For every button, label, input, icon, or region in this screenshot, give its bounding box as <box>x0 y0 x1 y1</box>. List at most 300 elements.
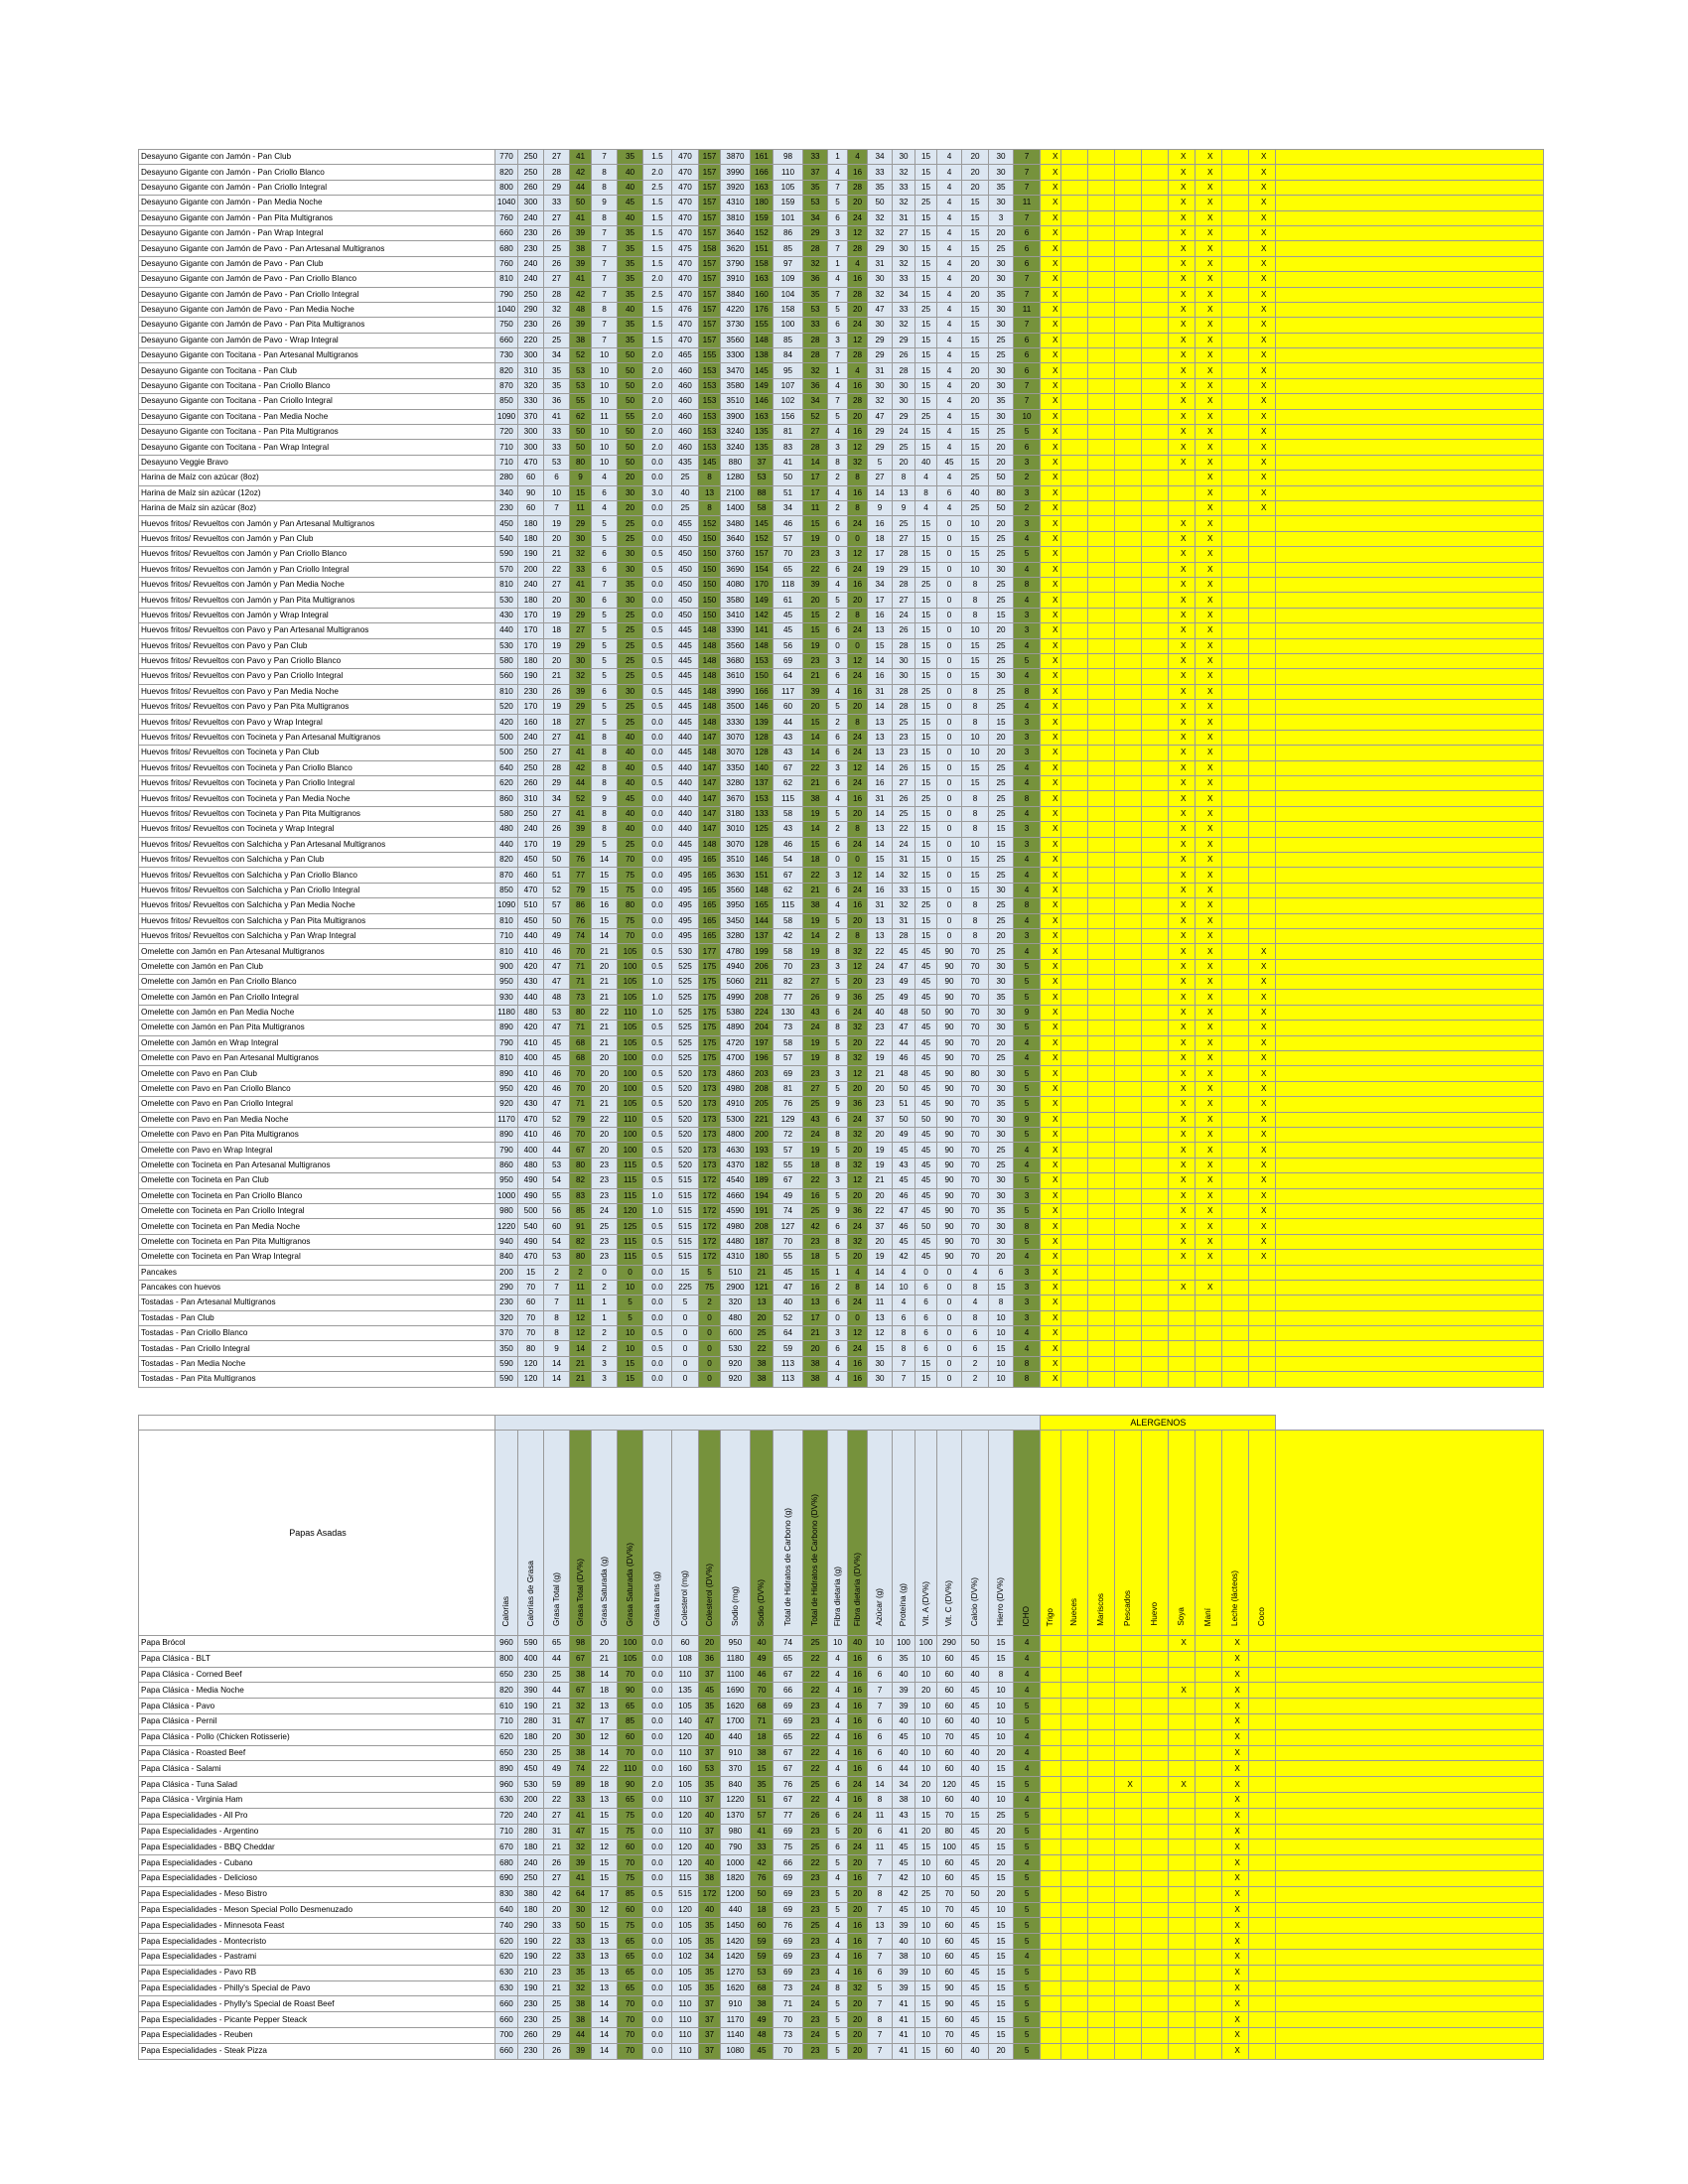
allergen-mark <box>1061 1081 1088 1096</box>
allergen-mark: X <box>1196 913 1222 928</box>
nutrient-value: 47 <box>544 1097 570 1112</box>
table-row <box>139 791 1544 806</box>
allergen-mark <box>1222 1173 1249 1188</box>
nutrient-value: 25 <box>915 898 937 913</box>
nutrient-value: 8 <box>848 715 868 730</box>
allergen-mark: X <box>1222 1761 1249 1777</box>
nutrient-value: 950 <box>495 1173 518 1188</box>
allergen-mark <box>1196 1918 1222 1934</box>
allergen-mark: X <box>1169 760 1196 775</box>
allergen-mark <box>1276 760 1544 775</box>
nutrient-value: 310 <box>518 791 544 806</box>
nutrient-value: 3870 <box>721 150 751 165</box>
allergen-mark <box>1222 638 1249 653</box>
nutrient-value: 14 <box>544 1356 570 1371</box>
allergen-mark <box>1088 883 1115 897</box>
allergen-mark <box>1115 1112 1142 1127</box>
allergen-mark <box>1115 1980 1142 1996</box>
nutrient-value: 30 <box>989 1066 1014 1081</box>
nutrient-value: 5 <box>828 593 848 608</box>
nutrient-value: 35 <box>989 1203 1014 1218</box>
allergen-mark: X <box>1196 455 1222 470</box>
allergen-mark <box>1061 746 1088 760</box>
nutrient-value: 85 <box>570 1203 592 1218</box>
allergen-mark <box>1142 225 1169 240</box>
nutrient-value: 5 <box>1014 1081 1041 1096</box>
allergen-mark <box>1115 746 1142 760</box>
allergen-mark: X <box>1196 1005 1222 1020</box>
allergen-mark: X <box>1196 1188 1222 1203</box>
item-name: Desayuno Gigante con Jamón de Pavo - Pan Pita Multigranos <box>139 318 495 333</box>
allergen-mark <box>1249 791 1276 806</box>
nutrient-value: 20 <box>868 1128 893 1143</box>
nutrient-value: 3.0 <box>643 485 672 500</box>
nutrient-value: 640 <box>495 760 518 775</box>
nutrient-value: 0.0 <box>643 1280 672 1295</box>
nutrient-value: 26 <box>893 623 915 638</box>
allergen-mark <box>1142 868 1169 883</box>
nutrient-value: 5 <box>592 669 618 684</box>
nutrient-value: 25 <box>915 409 937 424</box>
nutrient-value: 60 <box>774 700 803 715</box>
allergen-mark <box>1088 1667 1115 1683</box>
allergen-mark <box>1196 1699 1222 1714</box>
nutrient-value: 20 <box>962 180 989 195</box>
nutrient-value: 4 <box>828 378 848 393</box>
nutrient-value: 16 <box>868 883 893 897</box>
nutrient-value: 34 <box>868 577 893 592</box>
allergen-mark: X <box>1222 2043 1249 2059</box>
table-row <box>139 2043 1544 2059</box>
allergen-mark <box>1115 1310 1142 1325</box>
allergen-mark <box>1222 1356 1249 1371</box>
allergen-mark <box>1196 1840 1222 1855</box>
allergen-mark: X <box>1249 1188 1276 1203</box>
allergen-mark <box>1249 1699 1276 1714</box>
allergen-mark <box>1041 1636 1061 1652</box>
nutrient-value: 41 <box>893 2043 915 2059</box>
nutrient-value: 1.0 <box>643 990 672 1005</box>
nutrient-value: 500 <box>495 746 518 760</box>
allergen-mark <box>1169 1855 1196 1871</box>
nutrient-value: 22 <box>868 1203 893 1218</box>
nutrient-value: 5 <box>828 1996 848 2012</box>
allergen-mark <box>1249 1761 1276 1777</box>
allergen-mark: X <box>1196 241 1222 256</box>
nutrient-value: 980 <box>721 1824 751 1840</box>
nutrient-value: 20 <box>848 1855 868 1871</box>
nutrient-value: 320 <box>721 1296 751 1310</box>
allergen-mark <box>1276 210 1544 225</box>
nutrient-value: 58 <box>774 1035 803 1050</box>
allergen-spacer <box>1276 1761 1544 1777</box>
nutrient-value: 25 <box>989 638 1014 653</box>
column-header <box>937 1431 962 1636</box>
nutrient-value: 22 <box>893 822 915 837</box>
nutrient-value: 3690 <box>721 562 751 577</box>
column-header <box>915 1431 937 1636</box>
nutrient-value: 20 <box>544 531 570 546</box>
nutrient-value: 129 <box>774 1112 803 1127</box>
allergen-mark <box>1142 150 1169 165</box>
nutrient-value: 74 <box>570 1761 592 1777</box>
allergen-mark: X <box>1041 1356 1061 1371</box>
nutrient-value: 28 <box>803 333 828 347</box>
nutrient-value: 81 <box>774 425 803 440</box>
allergen-mark: X <box>1041 1234 1061 1249</box>
allergen-mark <box>1088 1792 1115 1808</box>
nutrient-value: 15 <box>915 2012 937 2028</box>
nutrient-value: 41 <box>570 730 592 745</box>
nutrient-value: 60 <box>618 1840 643 1855</box>
nutrient-value: 73 <box>570 990 592 1005</box>
allergen-mark <box>1115 1667 1142 1683</box>
nutrient-value: 53 <box>570 363 592 378</box>
allergen-mark <box>1061 455 1088 470</box>
nutrient-value: 5 <box>828 302 848 317</box>
allergen-mark <box>1061 760 1088 775</box>
nutrient-value: 84 <box>774 348 803 363</box>
allergen-mark <box>1088 1066 1115 1081</box>
nutrient-value: 25 <box>989 684 1014 699</box>
nutrient-value: 120 <box>518 1356 544 1371</box>
nutrient-value: 39 <box>570 318 592 333</box>
nutrient-value: 34 <box>774 500 803 515</box>
nutrient-value: 180 <box>518 593 544 608</box>
allergen-mark: X <box>1196 272 1222 287</box>
nutrient-value: 4 <box>828 898 848 913</box>
allergen-mark <box>1061 318 1088 333</box>
nutrient-value: 41 <box>893 2027 915 2043</box>
allergen-mark <box>1249 547 1276 562</box>
nutrient-value: 17 <box>803 471 828 485</box>
nutrient-value: 109 <box>774 272 803 287</box>
nutrient-value: 118 <box>774 577 803 592</box>
nutrient-value: 43 <box>803 1112 828 1127</box>
nutrient-value: 6 <box>544 471 570 485</box>
allergen-spacer <box>1276 1792 1544 1808</box>
nutrient-value: 2.0 <box>643 394 672 409</box>
nutrient-value: 10 <box>915 1870 937 1886</box>
nutrient-value: 47 <box>699 1713 721 1729</box>
nutrient-value: 4 <box>848 150 868 165</box>
nutrient-value: 3 <box>828 440 848 455</box>
item-name: Huevos fritos/ Revueltos con Pavo y Pan Artesanal Multigranos <box>139 623 495 638</box>
allergen-mark <box>1196 1651 1222 1667</box>
table-row <box>139 1188 1544 1203</box>
column-header-label: Calorías de Grasa <box>525 1560 535 1626</box>
nutrient-value: 54 <box>544 1234 570 1249</box>
allergen-mark: X <box>1169 791 1196 806</box>
column-header-label: Sodio (DV%) <box>757 1578 766 1626</box>
allergen-mark: X <box>1249 990 1276 1005</box>
nutrient-value: 5060 <box>721 975 751 990</box>
nutrient-value: 5 <box>1014 1965 1041 1980</box>
allergen-mark <box>1142 1326 1169 1341</box>
nutrient-value: 191 <box>751 1203 774 1218</box>
nutrient-value: 525 <box>672 975 699 990</box>
nutrient-value: 40 <box>962 2043 989 2059</box>
nutrient-value: 204 <box>751 1021 774 1035</box>
item-name: Huevos fritos/ Revueltos con Pavo y Pan Club <box>139 638 495 653</box>
allergen-mark <box>1088 1112 1115 1127</box>
nutrient-value: 147 <box>699 730 721 745</box>
allergen-mark <box>1061 485 1088 500</box>
nutrient-value: 5 <box>1014 1021 1041 1035</box>
nutrient-value: 15 <box>915 868 937 883</box>
nutrient-value: 18 <box>803 852 828 867</box>
nutrient-value: 40 <box>618 822 643 837</box>
nutrient-value: 56 <box>544 1203 570 1218</box>
nutrient-value: 90 <box>937 1188 962 1203</box>
nutrient-value: 50 <box>618 425 643 440</box>
table-row <box>139 1112 1544 1127</box>
nutrient-value: 177 <box>699 944 721 959</box>
nutrient-value: 1170 <box>495 1112 518 1127</box>
nutrient-value: 0 <box>937 868 962 883</box>
nutrient-value: 15 <box>989 1996 1014 2012</box>
nutrient-value: 280 <box>518 1713 544 1729</box>
allergen-mark: X <box>1169 700 1196 715</box>
nutrient-value: 31 <box>868 363 893 378</box>
nutrient-value: 33 <box>570 1949 592 1965</box>
nutrient-value: 110 <box>672 1667 699 1683</box>
item-name: Papa Especialidades - Reuben <box>139 2027 495 2043</box>
nutrient-value: 50 <box>570 425 592 440</box>
table-row <box>139 1683 1544 1699</box>
nutrient-value: 158 <box>699 241 721 256</box>
nutrient-value: 22 <box>803 1729 828 1745</box>
allergen-mark <box>1088 898 1115 913</box>
allergen-spacer <box>1276 1651 1544 1667</box>
nutrient-value: 0.0 <box>643 1949 672 1965</box>
allergen-mark <box>1088 913 1115 928</box>
nutrient-value: 33 <box>893 180 915 195</box>
allergen-mark <box>1088 1097 1115 1112</box>
nutrient-value: 5 <box>828 2043 848 2059</box>
allergen-mark <box>1061 302 1088 317</box>
allergen-mark <box>1142 1636 1169 1652</box>
nutrient-value: 100 <box>618 1636 643 1652</box>
nutrient-value: 15 <box>915 562 937 577</box>
allergen-mark <box>1088 256 1115 271</box>
nutrient-value: 10 <box>989 1356 1014 1371</box>
allergen-mark <box>1115 760 1142 775</box>
nutrient-value: 38 <box>570 1745 592 1761</box>
nutrient-value: 760 <box>495 210 518 225</box>
allergen-mark: X <box>1222 1683 1249 1699</box>
allergen-mark <box>1142 1729 1169 1745</box>
nutrient-value: 13 <box>868 913 893 928</box>
allergen-mark <box>1249 531 1276 546</box>
nutrient-value: 6 <box>828 1840 848 1855</box>
nutrient-value: 16 <box>848 485 868 500</box>
nutrient-value: 52 <box>570 791 592 806</box>
nutrient-value: 0 <box>848 852 868 867</box>
allergen-mark <box>1142 1761 1169 1777</box>
allergen-mark: X <box>1169 730 1196 745</box>
allergen-mark <box>1276 868 1544 883</box>
nutrient-value: 22 <box>868 1035 893 1050</box>
nutrient-value: 20 <box>544 593 570 608</box>
nutrient-value: 146 <box>751 852 774 867</box>
allergen-mark: X <box>1196 684 1222 699</box>
nutrient-value: 15 <box>962 241 989 256</box>
allergen-mark: X <box>1196 1158 1222 1172</box>
nutrient-value: 15 <box>592 1824 618 1840</box>
nutrient-value: 50 <box>893 1112 915 1127</box>
allergen-mark <box>1041 1667 1061 1683</box>
nutrient-value: 25 <box>803 1777 828 1793</box>
nutrient-value: 1000 <box>721 1855 751 1871</box>
nutrient-value: 41 <box>570 746 592 760</box>
nutrient-value: 1700 <box>721 1713 751 1729</box>
nutrient-value: 15 <box>962 225 989 240</box>
nutrient-value: 25 <box>544 1996 570 2012</box>
nutrient-value: 0 <box>672 1372 699 1387</box>
allergen-mark: X <box>1196 928 1222 943</box>
nutrient-value: 410 <box>518 1035 544 1050</box>
allergen-mark: X <box>1169 425 1196 440</box>
nutrient-value: 25 <box>618 623 643 638</box>
allergen-mark <box>1061 1356 1088 1371</box>
nutrient-value: 22 <box>544 1934 570 1950</box>
allergen-mark <box>1088 1729 1115 1745</box>
allergen-mark: X <box>1169 333 1196 347</box>
allergen-mark: X <box>1249 180 1276 195</box>
nutrient-value: 12 <box>848 225 868 240</box>
nutrient-value: 38 <box>570 1996 592 2012</box>
nutrient-value: 460 <box>672 378 699 393</box>
allergen-spacer <box>1276 1729 1544 1745</box>
allergen-mark <box>1222 944 1249 959</box>
nutrient-value: 0.0 <box>643 1824 672 1840</box>
nutrient-value: 45 <box>915 975 937 990</box>
column-header-label: Hierro (DV%) <box>996 1577 1005 1626</box>
nutrient-value: 1.5 <box>643 210 672 225</box>
nutrient-value: 495 <box>672 913 699 928</box>
allergen-mark: X <box>1041 165 1061 180</box>
allergen-mark: X <box>1249 302 1276 317</box>
nutrient-value: 67 <box>774 1761 803 1777</box>
nutrient-value: 12 <box>848 547 868 562</box>
nutrient-value: 530 <box>672 944 699 959</box>
nutrient-value: 48 <box>751 2027 774 2043</box>
table-row <box>139 1021 1544 1035</box>
nutrient-value: 30 <box>989 150 1014 165</box>
nutrient-value: 15 <box>915 638 937 653</box>
nutrient-value: 22 <box>868 944 893 959</box>
allergen-mark <box>1088 1745 1115 1761</box>
column-header <box>868 1431 893 1636</box>
nutrient-value: 85 <box>618 1713 643 1729</box>
nutrient-value: 105 <box>672 1980 699 1996</box>
allergen-mark: X <box>1041 1143 1061 1158</box>
nutrient-value: 36 <box>699 1651 721 1667</box>
allergen-mark: X <box>1041 623 1061 638</box>
nutrient-value: 20 <box>544 1729 570 1745</box>
allergen-mark <box>1142 2043 1169 2059</box>
nutrient-value: 200 <box>518 1792 544 1808</box>
nutrient-value: 0.0 <box>643 2027 672 2043</box>
allergen-mark <box>1115 378 1142 393</box>
nutrient-value: 25 <box>618 531 643 546</box>
nutrient-value: 21 <box>570 1372 592 1387</box>
nutrient-value: 0.0 <box>643 1651 672 1667</box>
item-name: Pancakes con huevos <box>139 1280 495 1295</box>
allergen-mark <box>1142 730 1169 745</box>
item-name: Omelette con Tocineta en Pan Pita Multigranos <box>139 1234 495 1249</box>
nutrient-value: 160 <box>672 1761 699 1777</box>
nutrient-value: 7 <box>1014 210 1041 225</box>
nutrient-value: 18 <box>751 1902 774 1918</box>
nutrient-value: 8 <box>1014 1219 1041 1234</box>
nutrient-value: 0.0 <box>643 1683 672 1699</box>
nutrient-value: 115 <box>618 1188 643 1203</box>
nutrient-value: 16 <box>848 1761 868 1777</box>
nutrient-value: 13 <box>868 1310 893 1325</box>
allergen-mark <box>1088 1824 1115 1840</box>
allergen-mark <box>1142 287 1169 302</box>
allergen-mark: X <box>1169 898 1196 913</box>
nutrient-value: 15 <box>989 1840 1014 1855</box>
allergen-mark <box>1222 1203 1249 1218</box>
nutrient-value: 30 <box>868 318 893 333</box>
allergen-mark <box>1222 837 1249 852</box>
nutrient-value: 3480 <box>721 516 751 531</box>
allergen-spacer <box>1276 1667 1544 1683</box>
table-row <box>139 425 1544 440</box>
item-name: Papa Clásica - Media Noche <box>139 1683 495 1699</box>
nutrient-value: 71 <box>570 959 592 974</box>
allergen-mark: X <box>1041 1219 1061 1234</box>
allergen-mark: X <box>1041 287 1061 302</box>
nutrient-value: 24 <box>848 1808 868 1824</box>
allergen-mark <box>1088 287 1115 302</box>
nutrient-value: 9 <box>1014 1112 1041 1127</box>
nutrient-value: 1220 <box>721 1792 751 1808</box>
item-name: Omelette con Jamón en Pan Criollo Integral <box>139 990 495 1005</box>
allergen-mark <box>1142 1824 1169 1840</box>
allergen-mark <box>1142 1699 1169 1714</box>
allergen-mark <box>1115 868 1142 883</box>
nutrient-value: 8 <box>1014 1356 1041 1371</box>
nutrient-value: 16 <box>868 608 893 622</box>
nutrient-value: 0 <box>937 837 962 852</box>
nutrient-value: 90 <box>518 485 544 500</box>
item-name: Harina de Maíz con azúcar (8oz) <box>139 471 495 485</box>
allergen-mark: X <box>1041 1035 1061 1050</box>
nutrient-value: 33 <box>544 1918 570 1934</box>
nutrient-value: 37 <box>751 455 774 470</box>
nutrient-value: 40 <box>751 1636 774 1652</box>
allergen-mark: X <box>1196 975 1222 990</box>
nutrient-value: 25 <box>989 1808 1014 1824</box>
nutrient-value: 620 <box>495 776 518 791</box>
item-name: Desayuno Gigante con Jamón - Pan Club <box>139 150 495 165</box>
allergen-mark: X <box>1249 1173 1276 1188</box>
nutrient-value: 240 <box>518 577 544 592</box>
allergen-mark: X <box>1196 165 1222 180</box>
nutrient-value: 520 <box>495 700 518 715</box>
nutrient-value: 35 <box>989 990 1014 1005</box>
nutrient-value: 4 <box>1014 913 1041 928</box>
nutrient-value: 3560 <box>721 333 751 347</box>
nutrient-value: 29 <box>868 348 893 363</box>
table-row <box>139 638 1544 653</box>
table-row <box>139 455 1544 470</box>
allergen-mark: X <box>1041 1173 1061 1188</box>
